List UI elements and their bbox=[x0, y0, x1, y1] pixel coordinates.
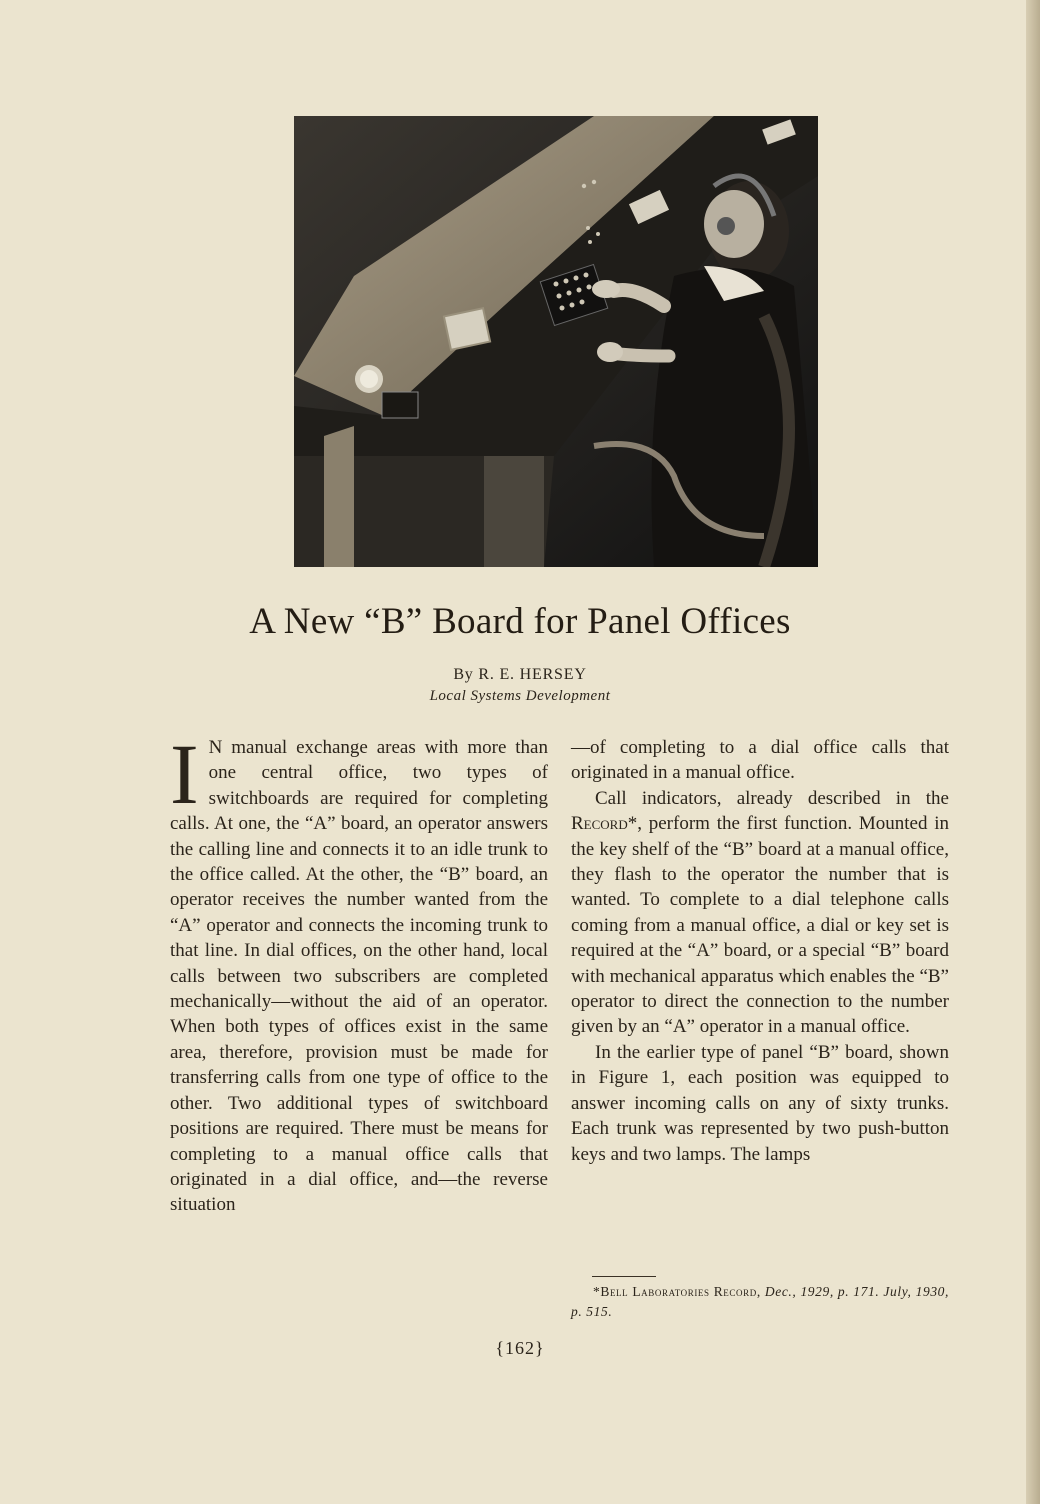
paragraph-1-continued: —of completing to a dial office calls that originated in a manual office. bbox=[571, 737, 949, 784]
paragraph-2-after: *, perform the first function. Mounted in the key shelf of the “B” board at a manual office, they flash to the operator the number that is wanted. To complete to a dial telephone calls coming from a manual office, a dial or key set is required at the “A” board, or a special “B” board with mechanical apparatus which enables the “B” operator to direct the connection to the number given by an “A” operator in a manual office. bbox=[571, 813, 949, 1038]
footnote-cite-1: Dec., 1929, p. 171. bbox=[760, 1284, 884, 1299]
footnote-marker: * bbox=[593, 1284, 601, 1299]
paragraph-2-before: Call indicators, already described in the bbox=[595, 787, 949, 809]
footnote-cite-2: July, 1930, p. 515. bbox=[571, 1284, 949, 1319]
switchboard-operator-illustration bbox=[294, 116, 818, 567]
record-name: Record bbox=[571, 813, 628, 835]
footnote bbox=[571, 1282, 949, 1322]
page-number: {162} bbox=[495, 1338, 545, 1358]
drop-cap: I bbox=[170, 726, 199, 822]
paragraph-2 bbox=[571, 786, 949, 1040]
footnote-rule bbox=[592, 1276, 656, 1277]
department: Local Systems Development bbox=[429, 688, 611, 704]
page-edge bbox=[1026, 0, 1040, 1504]
right-column bbox=[571, 735, 949, 1167]
left-column bbox=[170, 726, 548, 1218]
article-title: A New “B” Board for Panel Offices bbox=[249, 601, 791, 642]
paragraph-1 bbox=[170, 726, 548, 1218]
operator-photo bbox=[294, 116, 818, 567]
footnote-source: Bell Laboratories Record, bbox=[600, 1284, 761, 1299]
byline: By R. E. HERSEY bbox=[453, 666, 587, 683]
footnote-text bbox=[571, 1282, 949, 1322]
paragraph-1-text: N manual exchange areas with more than one central office, two types of switchboards are required for completing calls. At one, the “A” board, an operator answers the calling line and connects it to an idle trunk to the office called. At the other, the “B” board, an operator receives the number wanted from the “A” operator and connects the incoming trunk to that line. In dial offices, on the other hand, local calls between two subscribers are completed mechanically—without the aid of an operator. When both types of offices exist in the same area, therefore, provision must be made for transferring calls from one type of office to the other. Two additional types of switchboard positions are required. There must be means for completing to a manual office calls that originated in a dial office, and—the reverse situation bbox=[170, 737, 548, 1216]
paragraph-3: In the earlier type of panel “B” board, shown in Figure 1, each position was equipped to answer incoming calls on any of sixty trunks. Each trunk was represented by two push-button keys and two lamps. The lamps bbox=[571, 1041, 949, 1165]
